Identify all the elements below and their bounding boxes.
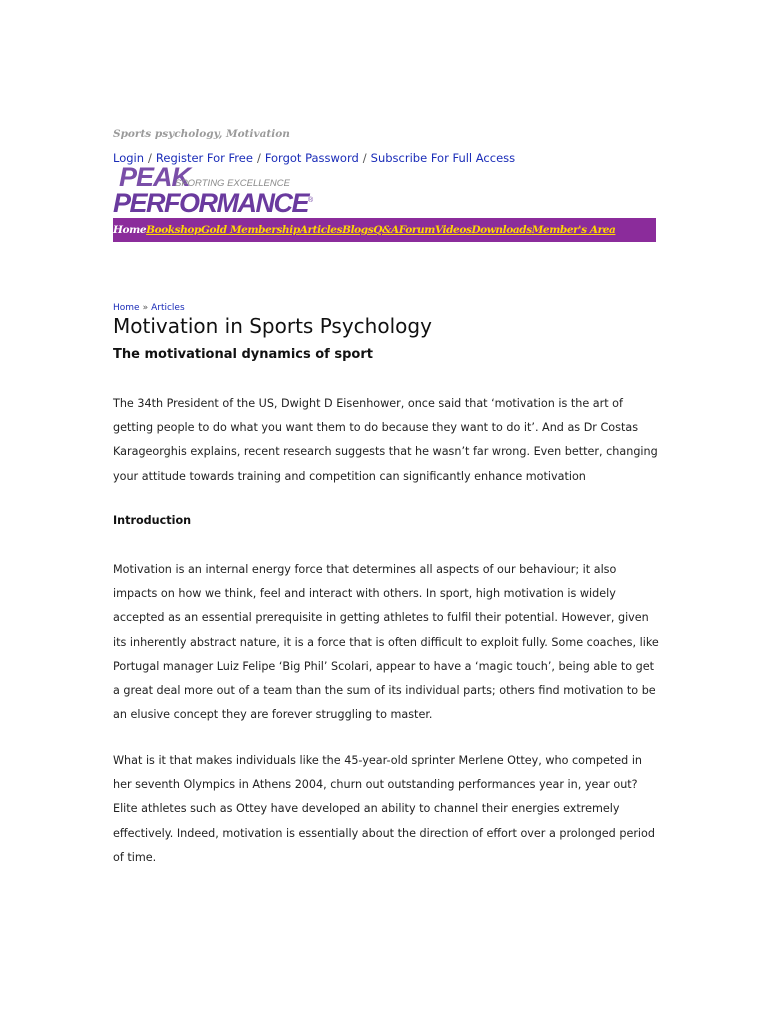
nav-videos[interactable]: Videos	[434, 224, 472, 236]
login-link[interactable]: Login	[113, 151, 145, 165]
nav-blogs[interactable]: Blogs	[342, 224, 374, 236]
breadcrumb-separator: »	[142, 303, 149, 313]
nav-home[interactable]: Home	[113, 224, 147, 236]
article-paragraph: Motivation is an internal energy force that determines all aspects of our behaviour; it also impacts on how we think, feel and interact with others. In sport, high motivation is widely accepted as an essential prerequisite in getting athletes to fulfil their potential. However, given its inherently abstract nature, it is a force that is often difficult to exploit fully. Some coaches, like Portugal manager Luiz Felipe ‘Big Phil’ Scolari, appear to have a ‘magic touch’, being able to get a great deal more out of a team than the sum of its individual parts; others find motivation to be an elusive concept they are forever struggling to master.	[113, 563, 659, 722]
nav-members-area[interactable]: Member's Area	[531, 224, 616, 236]
site-logo[interactable]	[113, 164, 323, 218]
page-subtitle: The motivational dynamics of sport	[113, 347, 373, 362]
nav-articles[interactable]: Articles	[299, 224, 343, 236]
article-lead: The 34th President of the US, Dwight D Eisenhower, once said that ‘motivation is the art of getting people to do what you want them to do because they want to do it’. And as Dr Costas Karageorghis explains, recent research suggests that he wasn’t far wrong. Even better, changing your attitude towards training and competition can significantly enhance motivation	[113, 397, 658, 483]
nav-qa[interactable]: Q&A	[373, 224, 399, 236]
nav-bookshop[interactable]: Bookshop	[146, 224, 201, 236]
breadcrumb-home[interactable]: Home	[113, 303, 140, 313]
register-link[interactable]: Register For Free	[155, 151, 253, 165]
separator: /	[256, 151, 261, 165]
category-tags: Sports psychology, Motivation	[113, 128, 290, 140]
subscribe-link[interactable]: Subscribe For Full Access	[370, 151, 516, 165]
article-paragraph: What is it that makes individuals like the 45-year-old sprinter Merlene Ottey, who competed in her seventh Olympics in Athens 2004, churn out outstanding performances year in, year out? Elite athletes such as Ottey have developed an ability to channel their energies extremely effectively. Indeed, motivation is essentially about the direction of effort over a prolonged period of time.	[113, 754, 655, 864]
main-nav	[113, 218, 656, 242]
nav-gold-membership[interactable]: Gold Membership	[200, 224, 300, 236]
separator: /	[148, 151, 152, 165]
nav-forum[interactable]: Forum	[398, 224, 435, 236]
separator: /	[362, 151, 367, 165]
breadcrumb	[113, 303, 185, 313]
logo-tagline: SPORTING EXCELLENCE	[175, 178, 290, 189]
nav-downloads[interactable]: Downloads	[471, 224, 532, 236]
forgot-password-link[interactable]: Forgot Password	[264, 151, 359, 165]
logo-peak: PEAK	[119, 162, 191, 192]
logo-performance: PERFORMANCE®	[113, 188, 312, 218]
breadcrumb-articles[interactable]: Articles	[151, 303, 185, 313]
page-title: Motivation in Sports Psychology	[113, 314, 432, 338]
section-heading-introduction: Introduction	[113, 514, 192, 527]
